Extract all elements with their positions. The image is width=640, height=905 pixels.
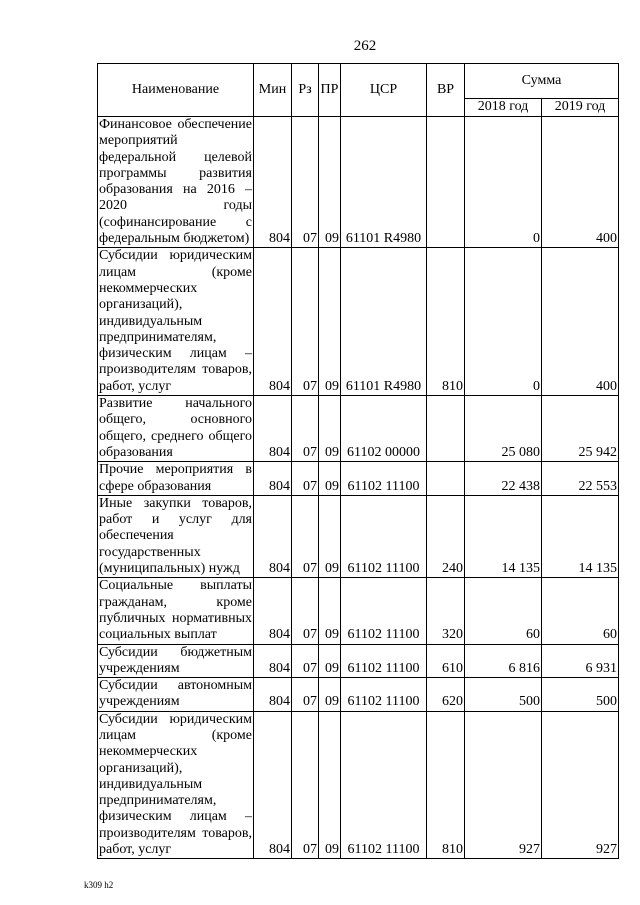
cell-vr [427, 462, 465, 496]
cell-name: Субсидии автономным учреждениям [99, 678, 252, 710]
cell-y2019: 400 [542, 248, 619, 396]
header-csr: ЦСР [341, 64, 427, 117]
cell-pr: 09 [319, 462, 341, 496]
cell-min: 804 [254, 711, 292, 859]
cell-min: 804 [254, 678, 292, 712]
cell-y2018: 6 816 [465, 644, 542, 678]
cell-y2019: 400 [542, 117, 619, 248]
header-2018: 2018 год [465, 99, 542, 117]
table-row [98, 495, 619, 577]
cell-rz: 07 [292, 711, 319, 859]
cell-vr: 320 [427, 578, 465, 644]
cell-csr: 61102 00000 [341, 396, 427, 462]
table-body [98, 117, 619, 859]
cell-y2019: 14 135 [542, 495, 619, 577]
cell-name: Субсидии бюджетным учреждениям [99, 644, 252, 676]
cell-name: Субсидии юридическим лицам (кроме некоммерческих организаций), индивидуальным предпринимателям, физическим лицам – производителям товаров, работ, услуг [99, 711, 252, 858]
table-row [98, 462, 619, 496]
cell-y2019: 22 553 [542, 462, 619, 496]
cell-y2018: 0 [465, 117, 542, 248]
cell-name: Финансовое обеспечение мероприятий федеральной целевой программы развития образования на 2016 – 2020 годы (софинансирование с федеральным бюджетом) [99, 117, 252, 247]
cell-vr: 620 [427, 678, 465, 712]
cell-rz: 07 [292, 462, 319, 496]
header-sum: Сумма [465, 64, 619, 99]
cell-pr: 09 [319, 495, 341, 577]
cell-pr: 09 [319, 396, 341, 462]
table-row [98, 678, 619, 712]
cell-pr: 09 [319, 578, 341, 644]
cell-vr: 240 [427, 495, 465, 577]
cell-y2018: 927 [465, 711, 542, 859]
cell-y2019: 6 931 [542, 644, 619, 678]
cell-y2019: 25 942 [542, 396, 619, 462]
cell-min: 804 [254, 117, 292, 248]
header-vr: ВР [427, 64, 465, 117]
cell-min: 804 [254, 578, 292, 644]
cell-y2019: 500 [542, 678, 619, 712]
table-row [98, 644, 619, 678]
header-name: Наименование [98, 64, 254, 117]
cell-pr: 09 [319, 644, 341, 678]
cell-rz: 07 [292, 248, 319, 396]
table-row [98, 711, 619, 859]
page-number: 262 [353, 38, 377, 54]
cell-pr: 09 [319, 711, 341, 859]
cell-min: 804 [254, 644, 292, 678]
cell-vr [427, 396, 465, 462]
cell-vr: 610 [427, 644, 465, 678]
cell-rz: 07 [292, 578, 319, 644]
footer-code: k309 h2 [84, 880, 114, 890]
cell-rz: 07 [292, 495, 319, 577]
cell-y2018: 0 [465, 248, 542, 396]
cell-name: Прочие мероприятия в сфере образования [99, 462, 252, 494]
table-row [98, 578, 619, 644]
budget-table [97, 63, 619, 859]
cell-csr: 61101 R4980 [341, 248, 427, 396]
cell-min: 804 [254, 495, 292, 577]
cell-y2018: 500 [465, 678, 542, 712]
cell-csr: 61102 11100 [341, 678, 427, 712]
cell-vr: 810 [427, 711, 465, 859]
cell-csr: 61102 11100 [341, 462, 427, 496]
table-row [98, 117, 619, 248]
cell-csr: 61102 11100 [341, 578, 427, 644]
header-2019: 2019 год [542, 99, 619, 117]
cell-rz: 07 [292, 117, 319, 248]
cell-pr: 09 [319, 678, 341, 712]
header-min: Мин [254, 64, 292, 117]
cell-min: 804 [254, 396, 292, 462]
cell-y2019: 927 [542, 711, 619, 859]
header-pr: ПР [319, 64, 341, 117]
cell-y2018: 14 135 [465, 495, 542, 577]
cell-rz: 07 [292, 396, 319, 462]
cell-pr: 09 [319, 248, 341, 396]
table-row [98, 248, 619, 396]
cell-rz: 07 [292, 678, 319, 712]
cell-vr: 810 [427, 248, 465, 396]
cell-csr: 61102 11100 [341, 495, 427, 577]
header-rz: Рз [292, 64, 319, 117]
cell-name: Развитие начального общего, основного общего, среднего общего образования [99, 396, 252, 460]
cell-min: 804 [254, 462, 292, 496]
table-row [98, 396, 619, 462]
cell-vr [427, 117, 465, 248]
cell-pr: 09 [319, 117, 341, 248]
cell-name: Социальные выплаты гражданам, кроме публичных нормативных социальных выплат [99, 578, 252, 643]
cell-rz: 07 [292, 644, 319, 678]
cell-y2018: 22 438 [465, 462, 542, 496]
cell-min: 804 [254, 248, 292, 396]
cell-y2018: 60 [465, 578, 542, 644]
cell-y2018: 25 080 [465, 396, 542, 462]
cell-csr: 61102 11100 [341, 644, 427, 678]
cell-name: Субсидии юридическим лицам (кроме некоммерческих организаций), индивидуальным предпринимателям, физическим лицам – производителям товаров, работ, услуг [99, 248, 252, 394]
cell-name: Иные закупки товаров, работ и услуг для обеспечения государственных (муниципальных) нужд [99, 495, 252, 577]
cell-y2019: 60 [542, 578, 619, 644]
cell-csr: 61101 R4980 [341, 117, 427, 248]
cell-csr: 61102 11100 [341, 711, 427, 859]
